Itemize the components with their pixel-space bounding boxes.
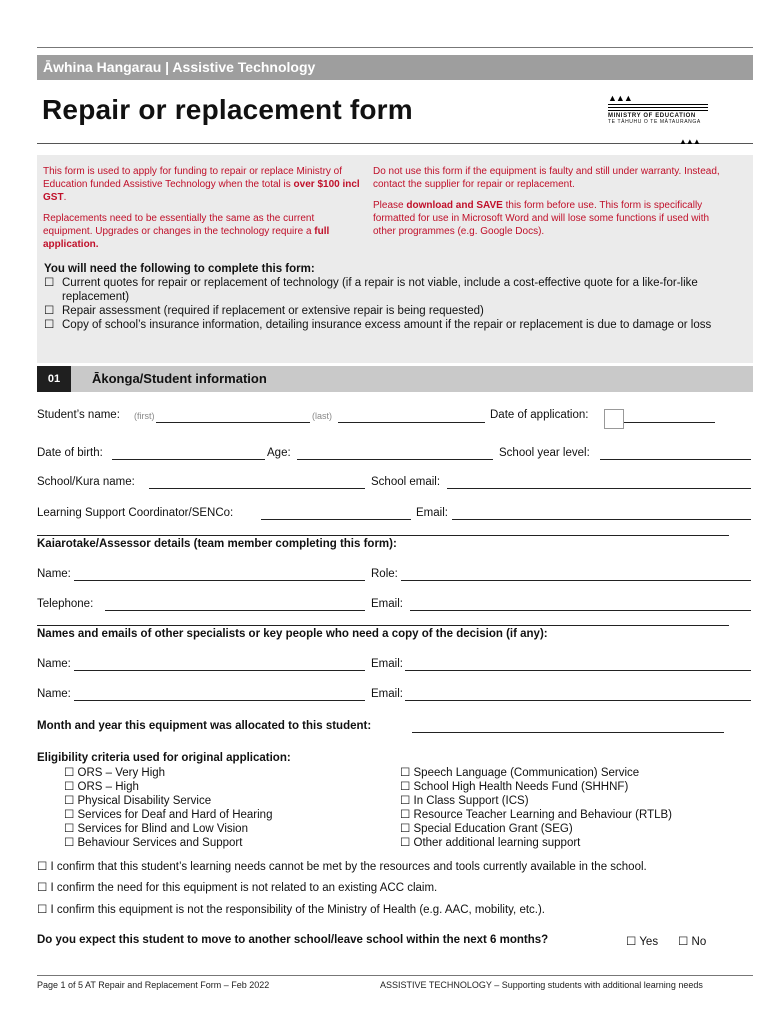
senco-field[interactable] [261, 519, 411, 520]
confirm-checkbox[interactable]: ☐ I confirm this equipment is not the responsibility of the Ministry of Health (e.g. AAC, mobility, etc.). [37, 904, 546, 916]
confirm-checkbox[interactable]: ☐ I confirm the need for this equipment is not related to an existing ACC claim. [37, 882, 438, 894]
last-name-field[interactable] [338, 422, 485, 423]
divider [37, 625, 729, 626]
intro-left-p1: This form is used to apply for funding to repair or replace Ministry of Education funded Assistive Technology when the total is over $100 incl GST. [43, 166, 360, 203]
requirements-list [44, 262, 734, 332]
move-no-checkbox[interactable]: ☐ No [678, 936, 707, 948]
eligibility-option[interactable]: ☐ ORS – High [64, 781, 139, 793]
top-rule [37, 47, 753, 48]
date-app-label: Date of application: [490, 409, 589, 421]
eligibility-option[interactable]: ☐ Services for Deaf and Hard of Hearing [64, 809, 273, 821]
eligibility-option[interactable]: ☐ Special Education Grant (SEG) [400, 823, 573, 835]
move-question: Do you expect this student to move to another school/leave school within the next 6 months? [37, 934, 549, 946]
intro-right-p2: Please download and SAVE this form before use. This form is specifically formatted for use in Microsoft Word and will lose some functions if used with other programmes (e.g. Google Docs). [373, 200, 710, 237]
others-heading: Names and emails of other specialists or key people who need a copy of the decision (if any): [37, 628, 548, 640]
eligibility-option[interactable]: ☐ In Class Support (ICS) [400, 795, 529, 807]
footer-right: ASSISTIVE TECHNOLOGY – Supporting students with additional learning needs [380, 980, 703, 990]
last-hint: (last) [312, 411, 332, 421]
student-name-label: Student’s name: [37, 409, 120, 421]
intro-left [43, 165, 365, 259]
move-yes-checkbox[interactable]: ☐ Yes [626, 936, 659, 948]
assessor-role-label: Role: [371, 568, 398, 580]
year-field[interactable] [600, 459, 751, 460]
other-email-field[interactable] [405, 700, 751, 701]
allocated-label: Month and year this equipment was allocated to this student: [37, 720, 372, 732]
other-email-label: Email: [371, 688, 403, 700]
logo-name: MINISTRY OF EDUCATION [608, 113, 696, 119]
checkbox[interactable]: ☐ [44, 277, 55, 289]
section-title: Ākonga/Student information [92, 371, 267, 386]
assessor-phone-label: Telephone: [37, 598, 94, 610]
assessor-heading: Kaiarotake/Assessor details (team member completing this form): [37, 538, 397, 550]
requirement-item: ☐ Repair assessment (required if replacement or extensive repair is being requested) [44, 305, 484, 317]
eligibility-option[interactable]: ☐ Resource Teacher Learning and Behaviour (RTLB) [400, 809, 672, 821]
eligibility-option[interactable]: ☐ Physical Disability Service [64, 795, 212, 807]
dob-field[interactable] [112, 459, 265, 460]
school-field[interactable] [149, 488, 365, 489]
page-title: Repair or replacement form [42, 94, 413, 125]
eligibility-left [64, 766, 272, 850]
footer-left: Page 1 of 5 AT Repair and Replacement Form – Feb 2022 [37, 980, 270, 990]
other-email-label: Email: [371, 658, 403, 670]
footer-rule [37, 975, 753, 976]
small-triangles-icon: ▲▲▲ [679, 137, 700, 146]
requirements-heading: You will need the following to complete this form: [44, 263, 315, 275]
assessor-phone-field[interactable] [105, 610, 365, 611]
first-name-field[interactable] [156, 422, 310, 423]
other-name-label: Name: [37, 658, 71, 670]
eligibility-option[interactable]: ☐ Behaviour Services and Support [64, 837, 243, 849]
other-name-label: Name: [37, 688, 71, 700]
school-email-field[interactable] [447, 488, 751, 489]
logo-lines [608, 104, 712, 111]
section-number: 01 [37, 366, 71, 392]
logo-maori-name: TE TĀHUHU O TE MĀTAURANGA [608, 119, 701, 125]
confirm-checkbox[interactable]: ☐ I confirm that this student’s learning needs cannot be met by the resources and tools currently available in the school. [37, 861, 647, 873]
assessor-role-field[interactable] [401, 580, 751, 581]
requirement-item: ☐ Current quotes for repair or replacement of technology (if a repair is not viable, include a cost-effective quote for a like-for-like replacement) [44, 277, 698, 303]
school-email-label: School email: [371, 476, 441, 488]
eligibility-right [400, 766, 672, 850]
ministry-logo [608, 94, 712, 125]
eligibility-option[interactable]: ☐ Other additional learning support [400, 837, 581, 849]
logo-triangles-icon: ▲▲▲ [608, 93, 632, 103]
requirement-item: ☐ Copy of school’s insurance information, detailing insurance excess amount if the repair or replacement is due to damage or loss [44, 319, 712, 331]
assessor-email-field[interactable] [410, 610, 751, 611]
senco-email-label: Email: [416, 507, 448, 519]
age-field[interactable] [297, 459, 493, 460]
age-label: Age: [267, 447, 291, 459]
intro-right-p1: Do not use this form if the equipment is faulty and still under warranty. Instead, contact the supplier for repair or replacement. [373, 166, 720, 190]
other-email-field[interactable] [405, 670, 751, 671]
senco-email-field[interactable] [452, 519, 751, 520]
eligibility-option[interactable]: ☐ School High Health Needs Fund (SHHNF) [400, 781, 629, 793]
senco-label: Learning Support Coordinator/SENCo: [37, 507, 234, 519]
eligibility-option[interactable]: ☐ ORS – Very High [64, 767, 166, 779]
checkbox[interactable]: ☐ [44, 319, 55, 331]
allocated-field[interactable] [412, 732, 724, 733]
dob-label: Date of birth: [37, 447, 103, 459]
other-name-field[interactable] [74, 700, 365, 701]
date-app-field[interactable] [624, 422, 715, 423]
assessor-email-label: Email: [371, 598, 403, 610]
year-label: School year level: [499, 447, 590, 459]
other-name-field[interactable] [74, 670, 365, 671]
eligibility-option[interactable]: ☐ Speech Language (Communication) Service [400, 767, 640, 779]
divider [37, 535, 729, 536]
intro-right [373, 165, 723, 246]
date-picker[interactable] [604, 409, 624, 429]
checkbox[interactable]: ☐ [44, 305, 55, 317]
first-hint: (first) [134, 411, 155, 421]
assessor-name-field[interactable] [74, 580, 365, 581]
header-banner: Āwhina Hangarau | Assistive Technology [37, 55, 753, 80]
intro-left-p2: Replacements need to be essentially the same as the current equipment. Upgrades or changes in the technology require a full application. [43, 213, 330, 250]
assessor-name-label: Name: [37, 568, 71, 580]
header-rule [37, 143, 753, 144]
eligibility-option[interactable]: ☐ Services for Blind and Low Vision [64, 823, 248, 835]
school-label: School/Kura name: [37, 476, 135, 488]
eligibility-heading: Eligibility criteria used for original application: [37, 752, 291, 764]
